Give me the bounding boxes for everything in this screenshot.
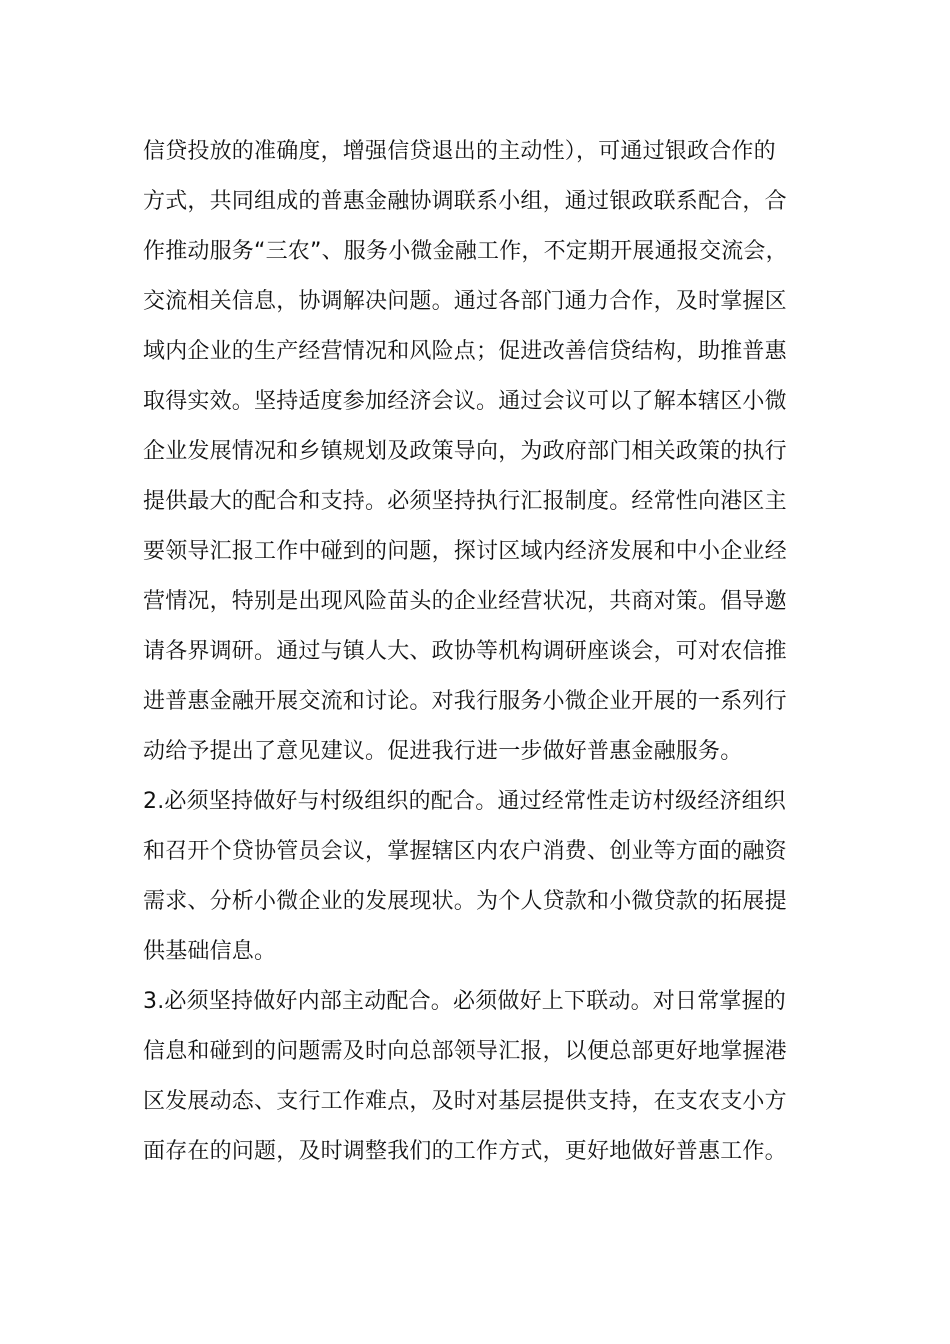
text-line: 和召开个贷协管员会议，掌握辖区内农户消费、创业等方面的融资 xyxy=(143,839,787,864)
text-line: 区发展动态、支行工作难点，及时对基层提供支持，在支农支小方 xyxy=(143,1089,787,1114)
paragraph-3 xyxy=(143,977,815,1177)
text-line: 营情况，特别是出现风险苗头的企业经营状况，共商对策。倡导邀 xyxy=(143,589,787,614)
text-line: 请各界调研。通过与镇人大、政协等机构调研座谈会，可对农信推 xyxy=(143,639,787,664)
text-line: 企业发展情况和乡镇规划及政策导向，为政府部门相关政策的执行 xyxy=(143,439,787,464)
paragraph-2 xyxy=(143,777,815,977)
text-line: 2.必须坚持做好与村级组织的配合。通过经常性走访村级经济组织 xyxy=(143,789,786,814)
text-line: 信息和碰到的问题需及时向总部领导汇报，以便总部更好地掌握港 xyxy=(143,1039,787,1064)
text-line: 供基础信息。 xyxy=(143,939,277,964)
text-line: 交流相关信息，协调解决问题。通过各部门通力合作，及时掌握区 xyxy=(143,289,787,314)
text-line: 要领导汇报工作中碰到的问题，探讨区域内经济发展和中小企业经 xyxy=(143,539,787,564)
text-line: 面存在的问题，及时调整我们的工作方式，更好地做好普惠工作。 xyxy=(143,1139,787,1164)
text-line: 提供最大的配合和支持。必须坚持执行汇报制度。经常性向港区主 xyxy=(143,489,787,514)
text-line: 动给予提出了意见建议。促进我行进一步做好普惠金融服务。 xyxy=(143,739,743,764)
text-line: 信贷投放的准确度，增强信贷退出的主动性），可通过银政合作的 xyxy=(143,139,776,164)
paragraph-1 xyxy=(143,127,815,777)
text-line: 需求、分析小微企业的发展现状。为个人贷款和小微贷款的拓展提 xyxy=(143,889,787,914)
text-line: 作推动服务“三农”、服务小微金融工作，不定期开展通报交流会， xyxy=(143,239,788,264)
text-line: 取得实效。坚持适度参加经济会议。通过会议可以了解本辖区小微 xyxy=(143,389,787,414)
document-body xyxy=(143,127,815,1177)
text-line: 域内企业的生产经营情况和风险点；促进改善信贷结构，助推普惠 xyxy=(143,339,787,364)
text-line: 方式，共同组成的普惠金融协调联系小组，通过银政联系配合，合 xyxy=(143,189,787,214)
text-line: 3.必须坚持做好内部主动配合。必须做好上下联动。对日常掌握的 xyxy=(143,989,786,1014)
text-line: 进普惠金融开展交流和讨论。对我行服务小微企业开展的一系列行 xyxy=(143,689,787,714)
